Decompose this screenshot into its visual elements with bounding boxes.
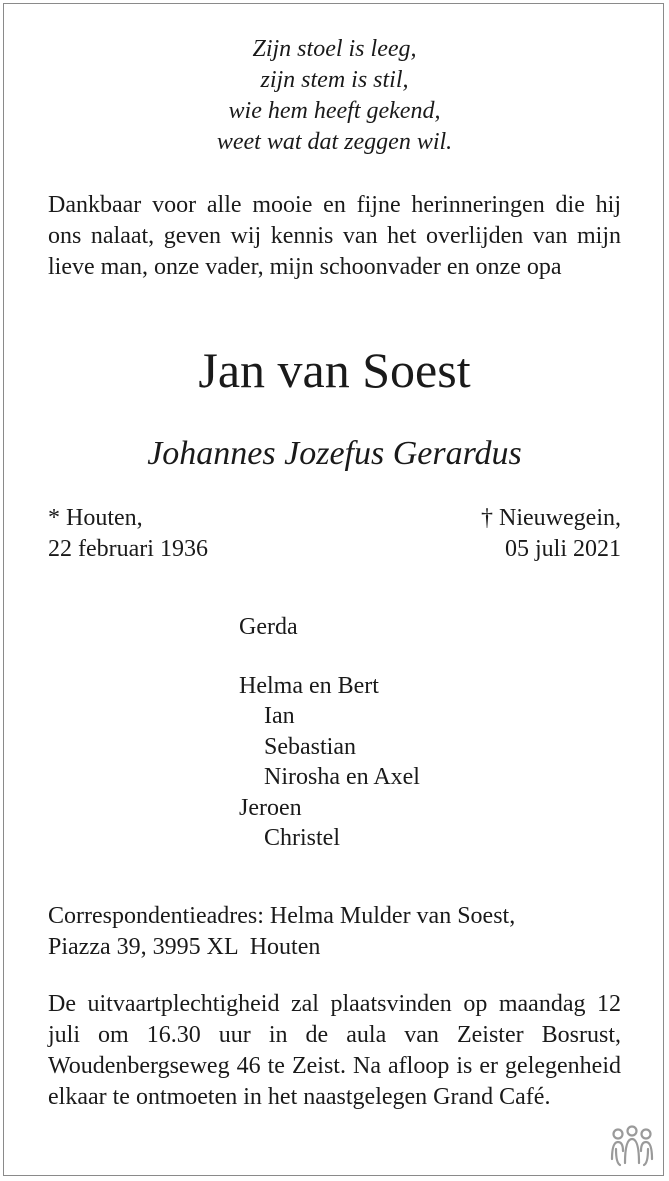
family-list: [239, 612, 420, 854]
death-info: [481, 503, 621, 565]
poem-line: zijn stem is stil,: [260, 67, 409, 93]
death-place: † Nieuwegein,: [481, 505, 621, 531]
address-line: Piazza 39, 3995 XL Houten: [48, 934, 321, 960]
grandchild-name: Sebastian: [264, 733, 356, 760]
poem-line: wie hem heeft gekend,: [228, 98, 441, 124]
poem-line: Zijn stoel is leeg,: [252, 36, 417, 62]
grandchild-name: Nirosha en Axel: [264, 764, 420, 790]
child-name: Helma en Bert: [239, 672, 379, 699]
child-name: Jeroen: [239, 794, 302, 821]
deceased-name: Jan van Soest: [198, 342, 471, 398]
deceased-full-name: Johannes Jozefus Gerardus: [147, 435, 522, 472]
poem: [0, 34, 669, 158]
poem-line: weet wat dat zeggen wil.: [216, 129, 453, 155]
birth-date: 22 februari 1936: [48, 536, 208, 562]
service-details: De uitvaartplechtigheid zal plaatsvinden op maandag 12 juli om 16.30 uur in de aula van Zeister Bosrust, Woudenbergseweg 46 te Zeist. Na afloop is er gelegenheid elkaar te ontmoeten in het naastgelegen Grand Café.: [48, 991, 621, 1110]
people-group-icon: [608, 1125, 656, 1167]
grandchild-name: Ian: [264, 703, 295, 729]
spouse-name: Gerda: [239, 614, 298, 640]
intro-text: Dankbaar voor alle mooie en fijne herinneringen die hij ons nalaat, geven wij kennis van het overlijden van mijn lieve man, onze vader, mijn schoonvader en onze opa: [48, 192, 621, 280]
grandchild-name: Christel: [264, 825, 340, 851]
birth-place: * Houten,: [48, 505, 143, 531]
address-line: Correspondentieadres: Helma Mulder van Soest,: [48, 903, 516, 929]
birth-info: [48, 503, 208, 565]
correspondence-address: [48, 901, 621, 963]
death-date: 05 juli 2021: [504, 536, 621, 562]
